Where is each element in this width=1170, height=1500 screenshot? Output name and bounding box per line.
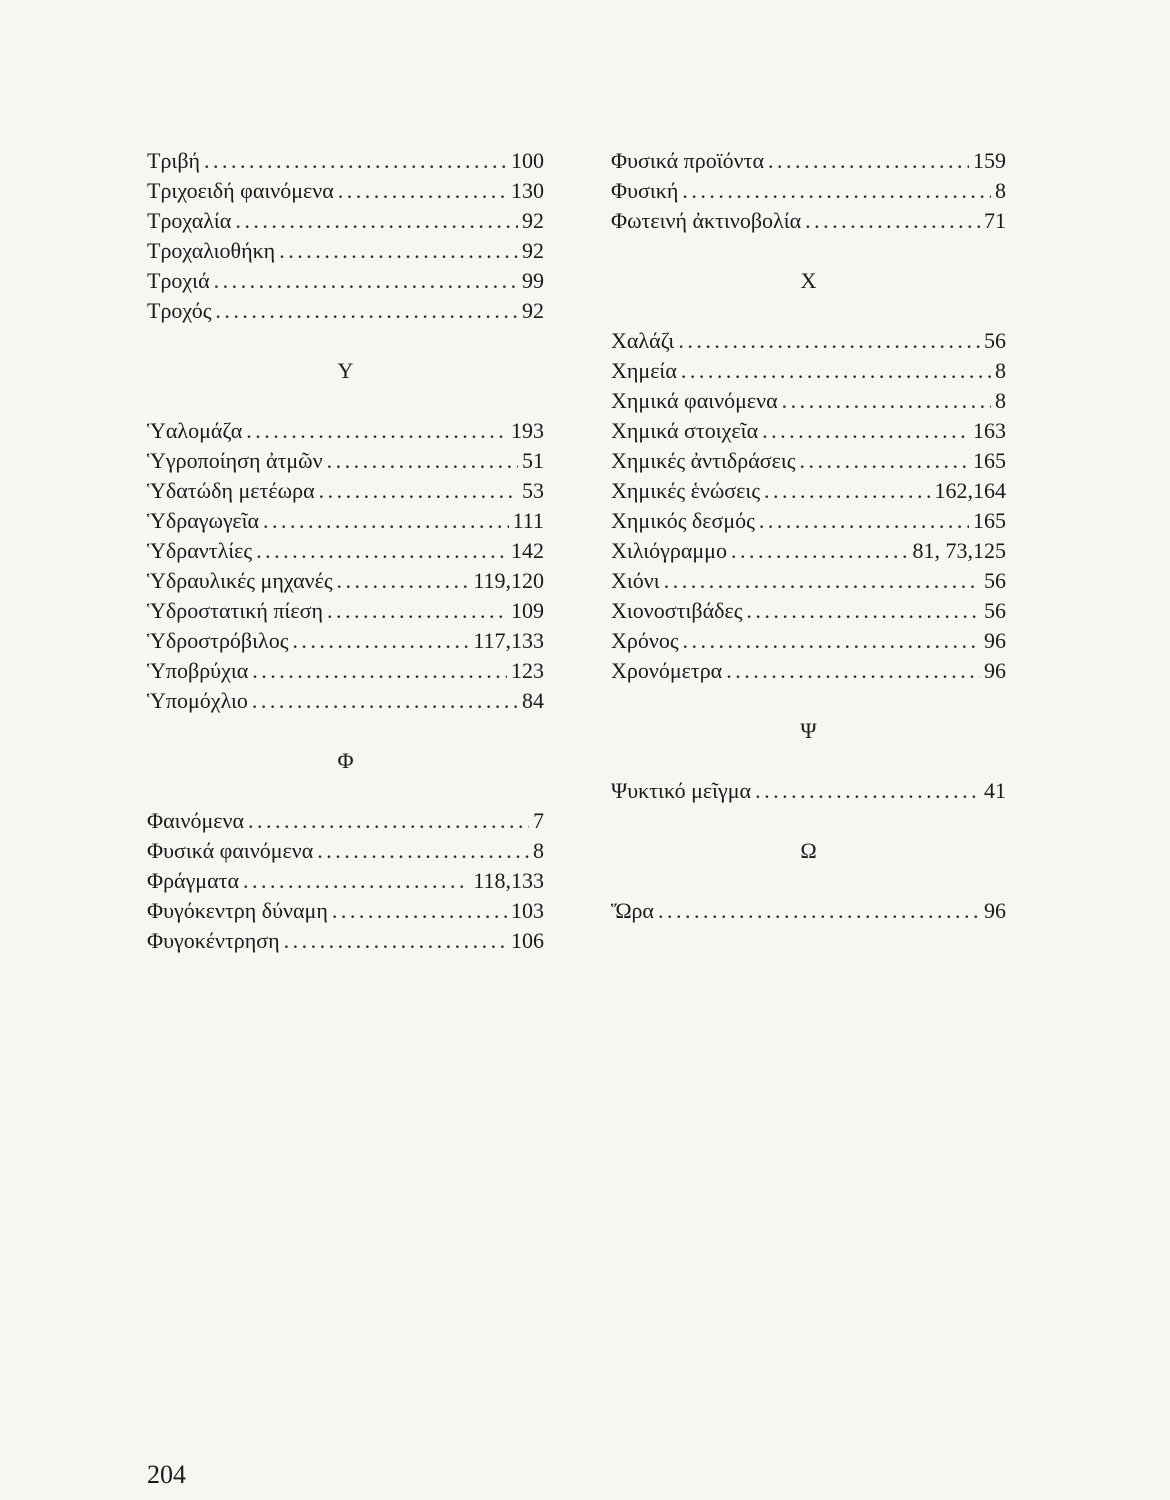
dot-leader <box>799 446 969 476</box>
entry-pages: 96 <box>984 628 1006 653</box>
dot-leader <box>805 206 980 236</box>
dot-leader <box>327 446 518 476</box>
index-entry <box>147 656 544 686</box>
dot-leader <box>764 476 930 506</box>
entry-pages: 100 <box>511 148 544 173</box>
dot-leader <box>731 536 909 566</box>
entry-pages: 51 <box>522 448 544 473</box>
index-entry <box>611 596 1006 626</box>
entry-term: Ὑδροστρόβιλος <box>147 628 289 653</box>
dot-leader <box>338 176 507 206</box>
page-number: 204 <box>147 1460 186 1489</box>
entry-pages: 56 <box>984 328 1006 353</box>
entry-pages: 119,120 <box>473 568 544 593</box>
dot-leader <box>256 536 507 566</box>
entry-term: Ὑδραγωγεῖα <box>147 508 260 533</box>
dot-leader <box>681 356 991 386</box>
entry-term: Τροχός <box>147 298 212 323</box>
entry-pages: 163 <box>973 418 1006 443</box>
left-column <box>147 146 544 956</box>
entry-term: Χημικές ἀντιδράσεις <box>611 448 796 473</box>
entry-term: Χημεία <box>611 358 677 383</box>
dot-leader <box>746 596 980 626</box>
index-entry <box>611 626 1006 656</box>
entry-pages: 81, 73,125 <box>912 538 1006 563</box>
index-entry <box>611 326 1006 356</box>
entry-term: Χημικά στοιχεῖα <box>611 418 759 443</box>
entry-pages: 56 <box>984 598 1006 623</box>
index-entry <box>147 866 544 896</box>
entry-term: Τροχαλιοθήκη <box>147 238 276 263</box>
entry-term: Ὑπομόχλιο <box>147 688 248 713</box>
entry-pages: 8 <box>995 178 1006 203</box>
letter-heading-psi: Ψ <box>800 718 817 743</box>
entry-term: Χρόνος <box>611 628 679 653</box>
index-entry <box>147 536 544 566</box>
entry-term: Φράγματα <box>147 868 239 893</box>
index-entry <box>147 446 544 476</box>
dot-leader <box>246 416 507 446</box>
dot-leader <box>782 386 991 416</box>
entry-pages: 8 <box>995 388 1006 413</box>
index-entry <box>611 386 1006 416</box>
entry-term: Ὑδροστατική πίεση <box>147 598 323 623</box>
group-upsilon <box>147 416 544 716</box>
entry-term: Χιλιόγραμμο <box>611 538 727 563</box>
entry-term: Ὑδραυλικές μηχανές <box>147 568 333 593</box>
dot-leader <box>327 596 507 626</box>
dot-leader <box>204 146 507 176</box>
entry-pages: 123 <box>511 658 544 683</box>
entry-pages: 111 <box>512 508 544 533</box>
entry-term: Χημικά φαινόμενα <box>611 388 778 413</box>
index-entry <box>147 506 544 536</box>
group-phi <box>147 806 544 956</box>
dot-leader <box>317 836 529 866</box>
entry-term: Χημικές ἑνώσεις <box>611 478 761 503</box>
index-entry <box>611 536 1006 566</box>
entry-pages: 8 <box>995 358 1006 383</box>
entry-pages: 118,133 <box>473 868 544 893</box>
entry-pages: 41 <box>984 778 1006 803</box>
dot-leader <box>284 926 507 956</box>
group-psi <box>611 776 1006 806</box>
group-chi <box>611 326 1006 686</box>
entry-term: Φυσική <box>611 178 679 203</box>
entry-term: Χιονοστιβάδες <box>611 598 743 623</box>
entry-pages: 8 <box>533 838 544 863</box>
entry-term: Χιόνι <box>611 568 660 593</box>
dot-leader <box>332 896 507 926</box>
dot-leader <box>683 626 980 656</box>
letter-heading-omega: Ω <box>800 838 817 863</box>
index-entry <box>611 356 1006 386</box>
dot-leader <box>248 806 529 836</box>
index-entry <box>147 926 544 956</box>
entry-term: Ὑποβρύχια <box>147 658 249 683</box>
index-entry <box>147 566 544 596</box>
dot-leader <box>759 506 969 536</box>
entry-term: Τροχιά <box>147 268 210 293</box>
entry-pages: 99 <box>522 268 544 293</box>
entry-pages: 103 <box>511 898 544 923</box>
entry-term: Τροχαλία <box>147 208 232 233</box>
dot-leader <box>252 656 507 686</box>
entry-pages: 71 <box>984 208 1006 233</box>
index-entry <box>611 776 1006 806</box>
entry-term: Χημικός δεσμός <box>611 508 755 533</box>
index-entry <box>611 146 1006 176</box>
entry-term: Ὥρα <box>611 898 654 923</box>
index-entry <box>147 146 544 176</box>
entry-term: Φυσικά φαινόμενα <box>147 838 314 863</box>
group-omega <box>611 896 1006 926</box>
entry-pages: 165 <box>973 508 1006 533</box>
dot-leader <box>235 206 518 236</box>
dot-leader <box>678 326 980 356</box>
dot-leader <box>664 566 980 596</box>
index-entry <box>611 656 1006 686</box>
dot-leader <box>252 686 518 716</box>
letter-heading-phi: Φ <box>337 748 354 773</box>
dot-leader <box>292 626 469 656</box>
entry-pages: 142 <box>511 538 544 563</box>
entry-term: Φυγόκεντρη δύναμη <box>147 898 328 923</box>
index-entry <box>611 446 1006 476</box>
entry-pages: 193 <box>511 418 544 443</box>
dot-leader <box>755 776 980 806</box>
entry-term: Τριβή <box>147 148 201 173</box>
index-entry <box>147 476 544 506</box>
dot-leader <box>337 566 470 596</box>
entry-pages: 96 <box>984 658 1006 683</box>
index-entry <box>147 176 544 206</box>
entry-term: Ὑαλομάζα <box>147 418 243 443</box>
dot-leader <box>658 896 980 926</box>
dot-leader <box>682 176 991 206</box>
index-entry <box>611 506 1006 536</box>
entry-term: Φυσικά προϊόντα <box>611 148 764 173</box>
group-tau <box>147 146 544 326</box>
entry-pages: 92 <box>522 298 544 323</box>
dot-leader <box>214 266 518 296</box>
entry-pages: 92 <box>522 238 544 263</box>
dot-leader <box>263 506 509 536</box>
entry-term: Φαινόμενα <box>147 808 244 833</box>
right-column <box>611 146 1006 926</box>
entry-pages: 92 <box>522 208 544 233</box>
index-entry <box>147 596 544 626</box>
index-entry <box>611 206 1006 236</box>
index-entry <box>147 836 544 866</box>
entry-pages: 117,133 <box>473 628 544 653</box>
entry-pages: 109 <box>511 598 544 623</box>
index-entry <box>147 806 544 836</box>
index-entry <box>611 566 1006 596</box>
entry-term: Χρονόμετρα <box>611 658 723 683</box>
entry-term: Φωτεινή ἀκτινοβολία <box>611 208 802 233</box>
entry-pages: 96 <box>984 898 1006 923</box>
entry-pages: 7 <box>533 808 544 833</box>
group-phi-cont <box>611 146 1006 236</box>
index-entry <box>147 296 544 326</box>
index-entry <box>147 626 544 656</box>
entry-term: Ὑγροποίηση ἀτμῶν <box>147 448 323 473</box>
dot-leader <box>243 866 469 896</box>
index-entry <box>147 896 544 926</box>
dot-leader <box>762 416 969 446</box>
entry-term: Φυγοκέντρηση <box>147 928 280 953</box>
dot-leader <box>319 476 518 506</box>
index-entry <box>611 416 1006 446</box>
entry-pages: 165 <box>973 448 1006 473</box>
letter-heading-chi: Χ <box>800 268 817 293</box>
dot-leader <box>768 146 969 176</box>
letter-heading-upsilon: Υ <box>337 358 354 383</box>
entry-pages: 84 <box>522 688 544 713</box>
index-entry <box>611 476 1006 506</box>
entry-pages: 56 <box>984 568 1006 593</box>
index-entry <box>147 416 544 446</box>
index-entry <box>147 266 544 296</box>
index-entry <box>611 896 1006 926</box>
entry-term: Ὑδραντλίες <box>147 538 253 563</box>
entry-pages: 106 <box>511 928 544 953</box>
index-entry <box>611 176 1006 206</box>
entry-term: Χαλάζι <box>611 328 675 353</box>
entry-pages: 162,164 <box>934 478 1006 503</box>
index-entry <box>147 206 544 236</box>
entry-term: Ὑδατώδη μετέωρα <box>147 478 315 503</box>
entry-term: Ψυκτικό μεῖγμα <box>611 778 752 803</box>
entry-pages: 53 <box>522 478 544 503</box>
dot-leader <box>726 656 980 686</box>
dot-leader <box>279 236 518 266</box>
entry-pages: 130 <box>511 178 544 203</box>
dot-leader <box>215 296 518 326</box>
entry-term: Τριχοειδή φαινόμενα <box>147 178 334 203</box>
index-entry <box>147 686 544 716</box>
entry-pages: 159 <box>973 148 1006 173</box>
index-entry <box>147 236 544 266</box>
